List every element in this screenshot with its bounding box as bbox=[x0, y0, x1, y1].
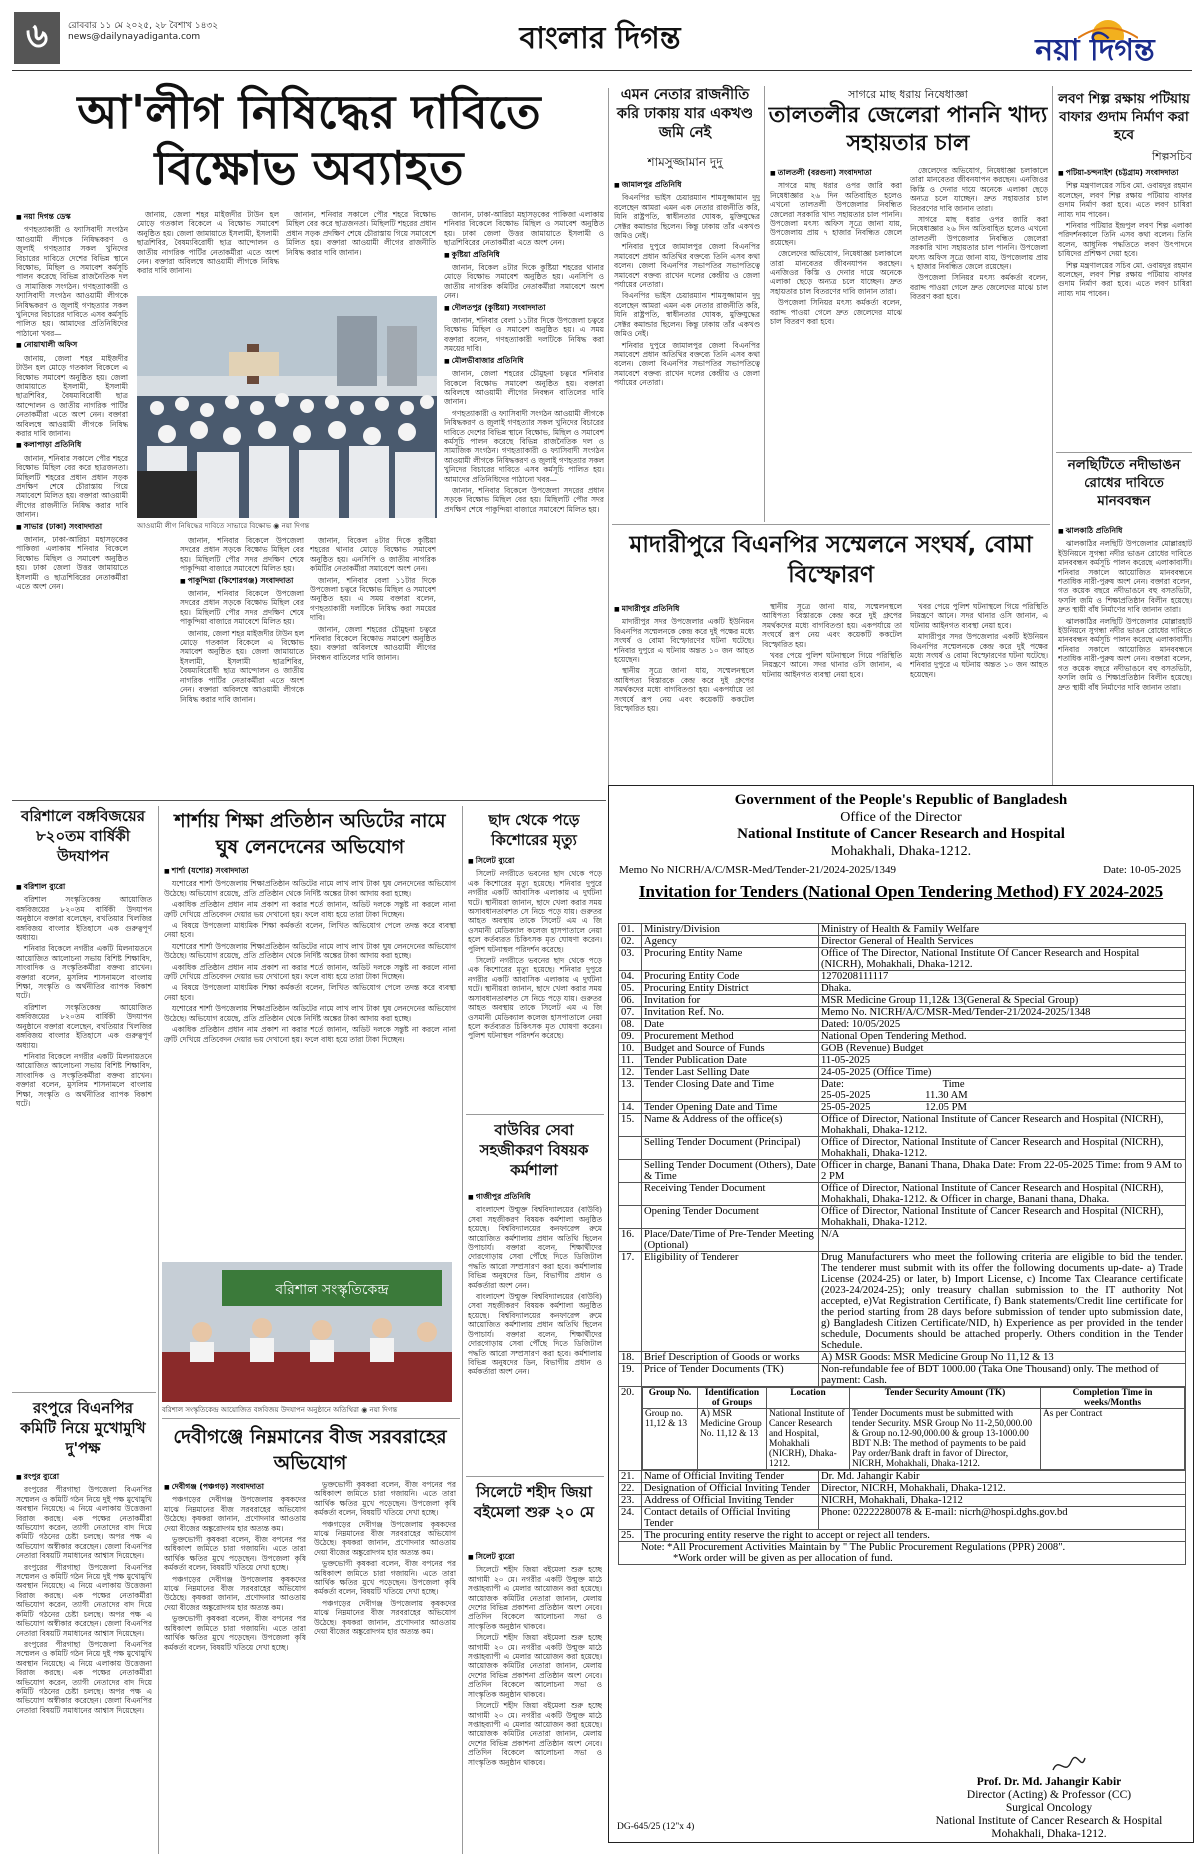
tender-group-cell-location: National Institute of Cancer Research and Hospital, Mohakhali (NICRH), Dhaka-1212. bbox=[767, 1409, 850, 1470]
debiganj-headline[interactable]: দেবীগঞ্জে নিম্নমানের বীজ সরবরাহের অভিযোগ bbox=[173, 1426, 447, 1474]
tender-row-num: 22. bbox=[619, 1483, 642, 1495]
lead-body-1: গণহত্যাকারী ও ফ্যাসিবাদী সংগঠন আওয়ামী লীগকে নিষিদ্ধকরণ ও জুলাই গণহত্যার সকল খুনিদের বিচারের দাবিতে দেশের বিভিন্ন স্থানে বিক্ষোভ, মিছিল ও সমাবেশ কর্মসূচি পালন করেছে বিভিন্ন রাজনৈতিক দল ও সামাজিক সংগঠন। গণহত্যাকারী ও ফ্যাসিবাদী সংগঠন আওয়ামী লীগকে নিষিদ্ধকরণ ও জুলাই গণহত্যার সকল খুনিদের বিচারের দাবিতে এসব কর্মসূচি পালিত হয়। আমাদের প্রতিনিধিদের পাঠানো খবর— bbox=[16, 225, 128, 338]
shamsujjaman-body-2: শনিবার দুপুরে জামালপুর জেলা বিএনপির সমাবেশে প্রধান অতিথির বক্তব্যে তিনি এসব কথা বলেন। জেলা বিএনপির সভাপতির সভাপতিত্বে সমাবেশে বক্তব্য রাখেন দলের কেন্দ্রীয় ও জেলা পর্যায়ের নেতারা। bbox=[614, 242, 760, 290]
talatoli-kicker: সাগরে মাছ ধরায় নিষেধাজ্ঞা bbox=[848, 88, 968, 101]
tender-row-num: 08. bbox=[619, 1019, 642, 1031]
tender-row-label: Ministry/Division bbox=[642, 924, 819, 936]
tender-row-13-date-label: Date: bbox=[821, 1079, 844, 1090]
tender-row-7 bbox=[619, 1019, 1186, 1031]
madaripur-col-2 bbox=[762, 602, 902, 780]
lead-body-7: জানান, শনিবার বেলা ১১টার দিকে উপজেলা চত্বরে বিক্ষোভ মিছিল ও সমাবেশ অনুষ্ঠিত হয়। এ সময় বক্তারা বলেন, গণহত্যাকারী দলটিকে নিষিদ্ধ করা সময়ের দাবি। bbox=[444, 316, 604, 354]
tender-memo: Memo No NICRH/A/C/MSR-Med/Tender-21/2024-2025/1349 bbox=[619, 864, 897, 876]
zia-body-text: সিলেটে শহীদ জিয়া বইমেলা শুরু হচ্ছে আগামী ২০ মে। নগরীর একটি উন্মুক্ত মাঠে সপ্তাহব্যাপী এ মেলার আয়োজন করা হয়েছে। আয়োজক কমিটির নেতারা জানান, মেলায় দেশের বিভিন্ন প্রকাশনা প্রতিষ্ঠান অংশ নেবে। প্রতিদিন বিকেলে আলোচনা সভা ও সাংস্কৃতিক অনুষ্ঠান থাকবে। bbox=[468, 1565, 602, 1631]
baubis-body-text: বাংলাদেশ উন্মুক্ত বিশ্ববিদ্যালয়ের (বাউবি) সেবা সহজীকরণ বিষয়ক কর্মশালা অনুষ্ঠিত হয়েছে। বিশ্ববিদ্যালয়ের কনফারেন্স রুমে আয়োজিত কর্মশালায় প্রধান অতিথি ছিলেন উপাচার্য। বক্তারা বলেন, শিক্ষার্থীদের দোরগোড়ায় সেবা পৌঁছে দিতে ডিজিটাল পদ্ধতি আরো সম্প্রসারণ করা হবে। কর্মশালায় বিভিন্ন অনুষদের ডিন, বিভাগীয় প্রধান ও কর্মকর্তারা অংশ নেন। bbox=[468, 1205, 602, 1290]
tender-row-num: 11. bbox=[619, 1055, 642, 1067]
tender-row-13-time: 11.30 AM bbox=[925, 1090, 968, 1101]
camera-icon: ◉ bbox=[361, 1406, 368, 1414]
lead-body-2: জানায়, জেলা শহর মাইজদীর টাউন হল মোড়ে গতকাল বিকেলে এ বিক্ষোভ সমাবেশ অনুষ্ঠিত হয়। জেলা জামায়াতে ইসলামী, ইসলামী ছাত্রশিবির, বৈষম্যবিরোধী ছাত্র আন্দোলন ও জাতীয় নাগরিক পার্টির নেতাকর্মীরা এতে অংশ নেন। বক্তারা অবিলম্বে আওয়ামী লীগকে নিষিদ্ধ করার দাবি জানান। bbox=[16, 353, 128, 438]
lead-body-7d: জানান, শনিবার বেলা ১১টার দিকে উপজেলা চত্বরে বিক্ষোভ মিছিল ও সমাবেশ অনুষ্ঠিত হয়। এ সময় বক্তারা বলেন, গণহত্যাকারী দলটিকে নিষিদ্ধ করা সময়ের দাবি। bbox=[310, 575, 436, 623]
sharsha-body bbox=[164, 864, 456, 1264]
lead-body-2d: জানায়, জেলা শহর মাইজদীর টাউন হল মোড়ে গতকাল বিকেলে এ বিক্ষোভ সমাবেশ অনুষ্ঠিত হয়। জেলা জামায়াতে ইসলামী, ইসলামী ছাত্রশিবির, বৈষম্যবিরোধী ছাত্র আন্দোলন ও জাতীয় নাগরিক পার্টির নেতাকর্মীরা এতে অংশ নেন। বক্তারা অবিলম্বে আওয়ামী লীগকে নিষিদ্ধ করার দাবি জানান। bbox=[180, 628, 304, 704]
madaripur-body-3: খবর পেয়ে পুলিশ ঘটনাস্থলে গিয়ে পরিস্থিতি নিয়ন্ত্রণে আনে। সদর থানার ওসি জানান, এ ঘটনায় আইনগত ব্যবস্থা নেয়া হবে। bbox=[762, 651, 902, 679]
tender-sig-name: Prof. Dr. Md. Jahangir Kabir bbox=[976, 1776, 1122, 1788]
tender-row-num: 12. bbox=[619, 1067, 642, 1079]
tender-row-num: 23. bbox=[619, 1495, 642, 1507]
tender-row-value: Director, NICRH, Mohakhali, Dhaka-1212. bbox=[819, 1483, 1186, 1495]
sharsha-body-2: একাধিক প্রতিষ্ঠান প্রধান নাম প্রকাশ না করার শর্তে জানান, অডিট দলকে সন্তুষ্ট না করলে নানা ত্রুটি দেখিয়ে প্রতিবেদন দেয়ার ভয় দেখানো হয়। ফলে বাধ্য হয়ে তারা টাকা দিচ্ছেন। bbox=[164, 900, 456, 919]
talatoli-col-1 bbox=[770, 166, 902, 516]
tender-row-11 bbox=[619, 1067, 1186, 1079]
baubis-byline: ■ গাজীপুর প্রতিনিধি bbox=[468, 1192, 602, 1202]
camera-icon: ◉ bbox=[273, 522, 280, 530]
zia-body bbox=[468, 1550, 602, 1850]
tender-tail-row-3 bbox=[619, 1507, 1186, 1530]
salt-byline: ■ পটিয়া-চন্দনাইশ (চট্টগ্রাম) সংবাদদাতা bbox=[1058, 168, 1192, 178]
nalchiti-body-text: ঝালকাঠির নলছিটি উপজেলার মোল্লারহাট ইউনিয়নে সুগন্ধা নদীর ভাঙন রোধের দাবিতে মানববন্ধন কর্মসূচি পালন করেছে এলাকাবাসী। শনিবার সকালে আয়োজিত মানববন্ধনে শতাধিক নারী-পুরুষ অংশ নেন। বক্তারা বলেন, গত কয়েক বছরে নদীভাঙনে বহু বসতভিটা, ফসলি জমি ও শিক্ষাপ্রতিষ্ঠান বিলীন হয়েছে। দ্রুত স্থায়ী বাঁধ নির্মাণের দাবি জানান তারা। bbox=[1058, 539, 1192, 615]
lead-photo-credit: নয়া দিগন্ত bbox=[281, 522, 310, 530]
tender-group-cell-ident: A) MSR Medicine Group No. 11,12 & 13 bbox=[698, 1409, 767, 1470]
baubis-headline[interactable]: বাউবির সেবা সহজীকরণ বিষয়ক কর্মশালা bbox=[479, 1121, 589, 1179]
tender-note-2: *Work order will be given as per allocation of fund. bbox=[673, 1553, 893, 1564]
tender-row-num: 03. bbox=[619, 948, 642, 971]
tender-title: Invitation for Tenders (National Open Tendering Method) FY 2024-2025 bbox=[638, 882, 1164, 901]
sharsha-byline: ■ শার্শা (যশোর) সংবাদদাতা bbox=[164, 866, 456, 876]
tender-row-19-value: Non-refundable fee of BDT 1000.00 (Taka One Thousand) only. The method of payment: Cash. bbox=[819, 1364, 1186, 1387]
salt-headline[interactable]: লবণ শিল্প রক্ষায় পটিয়ায় বাফার গুদাম নির্মাণ করা হবে bbox=[1058, 91, 1190, 143]
debiganj-body-1b: পঞ্চগড়ের দেবীগঞ্জ উপজেলায় কৃষকদের মাঝে নিম্নমানের বীজ সরবরাহের অভিযোগ উঠেছে। কৃষকরা জানান, প্রণোদনার আওতায় দেয়া বীজের অঙ্কুরোদগম হার অত্যন্ত কম। bbox=[164, 1574, 306, 1612]
tender-tail-row-1 bbox=[619, 1483, 1186, 1495]
tender-row-15-label: Name & Address of the office(s) bbox=[642, 1114, 819, 1137]
shamsujjaman-body-1b: বিএনপির ভাইস চেয়ারম্যান শামসুজ্জামান দুদু বলেছেন আমরা এমন এক নেতার রাজনীতি করি, যিনি রাষ্ট্রপতি, স্বাধীনতার ঘোষক, মুক্তিযুদ্ধের সেক্টর কমান্ডার ছিলেন। কিন্তু ঢাকায় তাঁর একখণ্ড জমিও নেই। bbox=[614, 291, 760, 339]
tender-row-19-label: Price of Tender Documents (TK) bbox=[642, 1364, 819, 1387]
lead-body-6d: জানান, বিকেল ৪টার দিকে কুষ্টিয়া শহরের থানার মোড়ে বিক্ষোভ সমাবেশ অনুষ্ঠিত হয়। এনসিপি ও জাতীয় নাগরিক কমিটির নেতাকর্মীরা সমাবেশে অংশ নেন। bbox=[310, 536, 436, 574]
lead-body-5: জানান, শনিবার বিকেলে উপজেলা সদরের প্রধান সড়কে বিক্ষোভ মিছিল বের হয়। মিছিলটি পৌর সদর প্রদক্ষিণ শেষে পাকুন্দিয়া বাজারে সমাবেশে মিলিত হয়। bbox=[180, 536, 304, 574]
lead-body-8: জানান, জেলা শহরের চৌমুহনা চত্বরে শনিবার বিকেলে বিক্ষোভ সমাবেশ অনুষ্ঠিত হয়। বক্তারা অবিলম্বে আওয়ামী লীগের নিবন্ধন বাতিলের দাবি জানান। bbox=[444, 369, 604, 407]
sharsha-body-1: যশোরের শার্শা উপজেলায় শিক্ষাপ্রতিষ্ঠান অডিটের নামে লাখ লাখ টাকা ঘুষ লেনদেনের অভিযোগ উঠেছে। অভিযোগ রয়েছে, প্রতি প্রতিষ্ঠান থেকে নির্দিষ্ট অঙ্কের টাকা আদায় করা হচ্ছে। bbox=[164, 879, 456, 898]
barishal-col-1 bbox=[16, 880, 152, 1380]
tender-row-label: The procuring entity reserve the right to accept or reject all tenders. bbox=[642, 1530, 1186, 1542]
lead-body-5c: জানান, শনিবার বিকেলে উপজেলা সদরের প্রধান সড়কে বিক্ষোভ মিছিল বের হয়। মিছিলটি পৌর সদর প্রদক্ষিণ শেষে পাকুন্দিয়া বাজারে সমাবেশে মিলিত হয়। bbox=[444, 485, 604, 514]
debiganj-body-2d: ভুক্তভোগী কৃষকরা বলেন, বীজ বপনের পর অধিকাংশ জমিতে চারা গজায়নি। এতে তারা আর্থিক ক্ষতির মুখে পড়েছেন। উপজেলা কৃষি কর্মকর্তা বলেন, বিষয়টি খতিয়ে দেখা হচ্ছে। bbox=[314, 1559, 456, 1597]
shamsujjaman-body-1: বিএনপির ভাইস চেয়ারম্যান শামসুজ্জামান দুদু বলেছেন আমরা এমন এক নেতার রাজনীতি করি, যিনি রাষ্ট্রপতি, স্বাধীনতার ঘোষক, মুক্তিযুদ্ধের সেক্টর কমান্ডার ছিলেন। কিন্তু ঢাকায় তাঁর একখণ্ড জমিও নেই। bbox=[614, 193, 760, 241]
sharsha-headline[interactable]: শার্শায় শিক্ষা প্রতিষ্ঠান অডিটের নামে ঘুষ লেনদেনের অভিযোগ bbox=[174, 810, 446, 858]
sharsha-body-3: এ বিষয়ে উপজেলা মাধ্যমিক শিক্ষা কর্মকর্তা বলেন, লিখিত অভিযোগ পেলে তদন্ত করে ব্যবস্থা নেয়া হবে। bbox=[164, 921, 456, 940]
tender-row-value: MSR Medicine Group 11,12& 13(General & Special Group) bbox=[819, 995, 1186, 1007]
lead-headline[interactable] bbox=[14, 84, 604, 196]
roof-headline[interactable]: ছাদ থেকে পড়ে কিশোরের মৃত্যু bbox=[488, 811, 580, 849]
lead-col-2b bbox=[180, 536, 304, 792]
tender-row-1 bbox=[619, 936, 1186, 948]
tender-row-3 bbox=[619, 971, 1186, 983]
lead-body-3: জানান, শনিবার সকালে পৌর শহরে বিক্ষোভ মিছিল বের করে ছাত্রজনতা। মিছিলটি শহরের প্রধান প্রধান সড়ক প্রদক্ষিণ শেষে চৌরাস্তায় গিয়ে সমাবেশে মিলিত হয়। বক্তারা আওয়ামী লীগের রাজনীতি নিষিদ্ধ করার দাবি জানান। bbox=[16, 453, 128, 520]
tender-row-13-label: Tender Closing Date and Time bbox=[642, 1079, 819, 1102]
shamsujjaman-byline: ■ জামালপুর প্রতিনিধি bbox=[614, 180, 760, 190]
tender-opening-value: Office of Director, National Institute of Cancer Research and Hospital (NICRH), Mohakhali, Dhaka-1212. bbox=[819, 1206, 1186, 1229]
tender-row-2 bbox=[619, 948, 1186, 971]
barishal-body-1b: বরিশাল সংস্কৃতিকেন্দ্র আয়োজিত বঙ্গবিজয়ের ৮২০তম বার্ষিকী উদযাপন অনুষ্ঠানে বক্তারা বলেছেন, বখতিয়ার খিলজির বঙ্গবিজয় বাংলার ইতিহাসে এক গুরুত্বপূর্ণ অধ্যায়। bbox=[16, 1002, 152, 1050]
shamsujjaman-body bbox=[614, 178, 760, 518]
tender-row-label: Agency bbox=[642, 936, 819, 948]
tender-row-value: Director General of Health Services bbox=[819, 936, 1186, 948]
roof-body-text: সিলেট নগরীতে ভবনের ছাদ থেকে পড়ে এক কিশোরের মৃত্যু হয়েছে। শনিবার দুপুরে নগরীর একটি আবাসিক এলাকায় এ দুর্ঘটনা ঘটে। স্থানীয়রা জানান, ছাদে খেলা করার সময় অসাবধানতাবশত সে নিচে পড়ে যায়। গুরুতর আহত অবস্থায় তাকে সিলেট এম এ জি ওসমানী মেডিক্যাল কলেজ হাসপাতালে নেয়া হলে কর্তব্যরত চিকিৎসক মৃত ঘোষণা করেন। পুলিশ ঘটনাস্থল পরিদর্শন করেছে। bbox=[468, 869, 602, 954]
nalchiti-byline: ■ ঝালকাঠি প্রতিনিধি bbox=[1058, 526, 1192, 536]
zia-byline: ■ সিলেট ব্যুরো bbox=[468, 1552, 602, 1562]
tender-note-1: Note: *All Procurement Activities Maintain by " The Public Procurement Regulations (PPR) 2008". bbox=[641, 1542, 1066, 1553]
seminar-image bbox=[162, 1262, 452, 1402]
rangpur-body-text-c: রংপুরের পীরগাছা উপজেলা বিএনপির সম্মেলন ও কমিটি গঠন নিয়ে দুই পক্ষ মুখোমুখি অবস্থান নিয়েছে। এ নিয়ে এলাকায় উত্তেজনা বিরাজ করছে। এক পক্ষের নেতাকর্মীরা অভিযোগ করেন, ত্যাগী নেতাদের বাদ দিয়ে কমিটি গঠনের চেষ্টা চলছে। অপর পক্ষ এ অভিযোগ অস্বীকার করেছেন। জেলা বিএনপির নেতারা বিষয়টি সমাধানের আশ্বাস দিয়েছেন। bbox=[16, 1639, 152, 1715]
barishal-photo-credit: নয়া দিগন্ত bbox=[369, 1406, 398, 1414]
lead-col-4 bbox=[444, 210, 604, 792]
lead-subhead-savar: ■ সাভার (ঢাকা) সংবাদদাতা bbox=[16, 522, 128, 532]
tender-row-label: Tender Publication Date bbox=[642, 1055, 819, 1067]
madaripur-body-3b: খবর পেয়ে পুলিশ ঘটনাস্থলে গিয়ে পরিস্থিতি নিয়ন্ত্রণে আনে। সদর থানার ওসি জানান, এ ঘটনায় আইনগত ব্যবস্থা নেয়া হবে। bbox=[910, 602, 1048, 630]
tender-group-header-security: Tender Security Amount (TK) bbox=[850, 1388, 1041, 1409]
talatoli-body-2: জেলেদের অভিযোগ, নিষেধাজ্ঞা চলাকালে তারা মানবেতর জীবনযাপন করছেন। এনজিওর কিস্তি ও দেনার দায়ে অনেকে এলাকা ছেড়ে অন্যত্র চলে যাচ্ছেন। দ্রুত সহায়তার চাল বিতরণের দাবি জানান তারা। bbox=[770, 249, 902, 296]
tender-row-label: Invitation Ref. No. bbox=[642, 1007, 819, 1019]
tender-sig-designation: Director (Acting) & Professor (CC) bbox=[966, 1789, 1132, 1801]
salt-body-1: শিল্প মন্ত্রণালয়ের সচিব মো. ওবায়দুর রহমান বলেছেন, লবণ শিল্প রক্ষায় পটিয়ায় বাফার গুদাম নির্মাণ করা হবে। এতে লবণ চাষিরা ন্যায্য দাম পাবেন। bbox=[1058, 181, 1192, 219]
lead-col-1 bbox=[16, 210, 128, 792]
tender-opening-label: Opening Tender Document bbox=[642, 1206, 819, 1229]
tender-row-num: 02. bbox=[619, 936, 642, 948]
tender-sig-address: Mohakhali, Dhaka-1212. bbox=[991, 1828, 1107, 1840]
zia-body-text-b: সিলেটে শহীদ জিয়া বইমেলা শুরু হচ্ছে আগামী ২০ মে। নগরীর একটি উন্মুক্ত মাঠে সপ্তাহব্যাপী এ মেলার আয়োজন করা হয়েছে। আয়োজক কমিটির নেতারা জানান, মেলায় দেশের বিভিন্ন প্রকাশনা প্রতিষ্ঠান অংশ নেবে। প্রতিদিন বিকেলে আলোচনা সভা ও সাংস্কৃতিক অনুষ্ঠান থাকবে। bbox=[468, 1633, 602, 1699]
tender-row-num: 21. bbox=[619, 1471, 642, 1483]
tender-gov: Government of the People's Republic of Bangladesh bbox=[734, 792, 1068, 808]
tender-table: 01. Ministry/Division Ministry of Health & Family Welfare 02. Agency Director General of Health Services 03. Procuring Entity Name Office of The Director, National Institute Of Cancer Research and Hospital (NICRH), Mohakhali, Dhaka-1212. 04. Procuring Entity Code 1270208111117 05. Procuring Entity District Dhaka. 06. Invitation for MSR Medicine Group 11,12& 13(General & Special Group) 07. Invitation Ref. No. Memo No. NICRH/A/C/MSR-Med/Tender-21/2024-2025/1348 08. Date Dated: 10/05/2025 09. Procurement Method National Open Tendering Method. 10. Budget and Source of Funds GOB (Revenue) Budget 11. Tender Publication Date 11-05-2025 12. Tender Last Selling Date 24-05-2025 (Office Time) 13. Tender Closing Date and Time Date: Time 25-05-2025 11.30 AM 14. Tender Opening Date and Time 25-05-2025 12.05 PM 15. Name & Address of the office(s) Office of Director, National Institute of Cancer Research and Hospital (NICRH), Mohakhali, Dhaka-1212. Selling Tender Document (Principal) Office of Director, National Institute of Cancer Research and Hospital (NICRH), Mohakhali, Dhaka-1212. Selling Tender Document (Others), Date & Time Officer in charge, Banani Thana, Dhaka Date: From 22-05-2025 Time: from 9 AM to 2 PM Receiving Tender Document Office of Director, National Institute of Cancer Research and Hospital (NICRH), Mohakhali, Dhaka-1212. & Officer in charge, Banani thana, Dhaka. Opening Tender Document Office of Director, National Institute of Cancer Research and Hospital (NICRH), Mohakhali, Dhaka-1212. 16. Place/Date/Time of Pre-Tender Meeting (Optional) N/A 17. Eligibility of Tenderer Drug Manufacturers who meet the following criteria are eligible to bid the tender. The tenderer must submit with its offer the following documents up-date- a) Trade License (2024-25) or later, b) Import License, c) Income Tax Clearance certificate (2023-24/2024-25); only treasury challan submission to the IT authority Not accepted, e)Vat Registration Certificate, f) Bank statements/Credit line certificate for the period starting from 28 days before submission of tender upto submission date, g) Bangladesh Citizen Certificate/NID, h) Experience as per provided in the tender schedule, Documents should be attached properly. Others condition in the Tender Schedule. 18. Brief Description of Goods or works A) MSR Goods: MSR Medicine Group No 11,12 & 13 19. Price of Tender Documents (TK) Non-refundable fee of BDT 1000.00 (Taka One Thousand) only. The method of payment: Cash. 20. Group No. Identification of Groups Location Tender Security Amount (TK) Completion Time in weeks/Months Group no. 11,12 & 13 A) MSR Medicine Group No. 11,12 & 13 National Institute of Cancer Research and Hospital, Mohakhali (NICRH), Dhaka-1212. Tender Documents must be submitted with tender Security. MSR Group No 11-2,50,000.00 & Group no.12-90,000.00 & group 13-1000.00 BDT N.B: The method of payments to be paid Pay order/Bank draft in favor of Director, NICRH, Mohakhali, Dhaka-1212. As per Contract 21. Name of Official Inviting Tender Dr. Md. Jahangir Kabir 22. Designation of Official Inviting Tender Director, NICRH, Mohakhali, Dhaka-1212. 23. Address of Official Inviting Tender NICRH, Mohakhali, Dhaka-1212 24. Contact details of Official Inviting Tender Phone: 02222280078 & E-mail: nicrh@hospi.dghs.gov.bd 25. The procuring entity reserve the right to accept or reject all tenders. Note: *All Procurement Activities Maintain by " The Public Procurement Regulations (PPR) 2008". *Work order will be given as per allocation of fund. bbox=[618, 923, 1186, 1565]
tender-group-header-group: Group No. bbox=[643, 1388, 698, 1409]
debiganj-body-1: পঞ্চগড়ের দেবীগঞ্জ উপজেলায় কৃষকদের মাঝে নিম্নমানের বীজ সরবরাহের অভিযোগ উঠেছে। কৃষকরা জানান, প্রণোদনার আওতায় দেয়া বীজের অঙ্কুরোদগম হার অত্যন্ত কম। bbox=[164, 1495, 306, 1533]
tender-group-cell-completion: As per Contract bbox=[1041, 1409, 1185, 1470]
debiganj-body-1d: পঞ্চগড়ের দেবীগঞ্জ উপজেলায় কৃষকদের মাঝে নিম্নমানের বীজ সরবরাহের অভিযোগ উঠেছে। কৃষকরা জানান, প্রণোদনার আওতায় দেয়া বীজের অঙ্কুরোদগম হার অত্যন্ত কম। bbox=[314, 1598, 456, 1637]
tender-row-num: 09. bbox=[619, 1031, 642, 1043]
tender-row-num: 06. bbox=[619, 995, 642, 1007]
roof-byline: ■ সিলেট ব্যুরো bbox=[468, 856, 602, 866]
madaripur-body-1b: মাদারীপুর সদর উপজেলার একটি ইউনিয়ন বিএনপির সম্মেলনকে কেন্দ্র করে দুই পক্ষের মধ্যে সংঘর্ষ ও বোমা বিস্ফোরণের ঘটনা ঘটেছে। শনিবার দুপুরে এ ঘটনায় অন্তত ১০ জন আহত হয়েছেন। bbox=[910, 632, 1048, 679]
tender-row-18-value: A) MSR Goods: MSR Medicine Group No 11,12 & 13 bbox=[819, 1352, 1186, 1364]
lead-subhead-comilla: ■ দৌলতপুর (কুষ্টিয়া) সংবাদদাতা bbox=[444, 303, 604, 313]
tender-row-value: 11-05-2025 bbox=[819, 1055, 1186, 1067]
tender-row-num: 10. bbox=[619, 1043, 642, 1055]
lead-body-3b: জানান, শনিবার সকালে পৌর শহরে বিক্ষোভ মিছিল বের করে ছাত্রজনতা। মিছিলটি শহরের প্রধান প্রধান সড়ক প্রদক্ষিণ শেষে চৌরাস্তায় গিয়ে সমাবেশে মিলিত হয়। বক্তারা আওয়ামী লীগের রাজনীতি নিষিদ্ধ করার দাবি জানান। bbox=[286, 210, 436, 257]
tender-row-label: Procuring Entity Name bbox=[642, 948, 819, 971]
tender-signature-block bbox=[909, 1776, 1189, 1841]
debiganj-body-2: ভুক্তভোগী কৃষকরা বলেন, বীজ বপনের পর অধিকাংশ জমিতে চারা গজায়নি। এতে তারা আর্থিক ক্ষতির মুখে পড়েছেন। উপজেলা কৃষি কর্মকর্তা বলেন, বিষয়টি খতিয়ে দেখা হচ্ছে। bbox=[164, 1535, 306, 1573]
tender-row-20 bbox=[619, 1387, 1186, 1471]
madaripur-body-2b: স্থানীয় সূত্রে জানা যায়, সম্মেলনস্থলে আধিপত্য বিস্তারকে কেন্দ্র করে দুই গ্রুপের সমর্থকদের মধ্যে বাগবিতণ্ডা হয়। একপর্যায়ে তা সংঘর্ষে রূপ নেয় এবং কয়েকটি ককটেল বিস্ফোরিত হয়। bbox=[762, 602, 902, 649]
tender-row-4 bbox=[619, 983, 1186, 995]
lead-body-4b: জানান, ঢাকা-আরিচা মহাসড়কের পাকিজা এলাকায় শনিবার বিকেলে বিক্ষোভ মিছিল ও সমাবেশ অনুষ্ঠিত হয়। ঢাকা জেলা উত্তর জামায়াতে ইসলামী ও ছাত্রশিবিরের নেতাকর্মীরা এতে অংশ নেন। bbox=[444, 210, 604, 248]
tender-institute: National Institute of Cancer Research and Hospital bbox=[737, 826, 1065, 842]
tender-group-header-ident: Identification of Groups bbox=[698, 1388, 767, 1409]
salt-body bbox=[1058, 166, 1192, 448]
lead-col-3 bbox=[286, 210, 436, 292]
tender-tail-row-2 bbox=[619, 1495, 1186, 1507]
tender-row-num: 05. bbox=[619, 983, 642, 995]
talatoli-body-1b: সাগরে মাছ ধরার ওপর জারি করা নিষেধাজ্ঞার ২৬ দিন অতিবাহিত হলেও এখনো তালতলী উপজেলার নিবন্ধিত জেলেরা সরকারি খাদ্য সহায়তার চাল পাননি। উপজেলা মৎস্য অফিস সূত্রে জানা যায়, উপজেলায় প্রায় ৭ হাজার নিবন্ধিত জেলে রয়েছেন। bbox=[910, 215, 1048, 272]
logo-text: নয়া দিগন্ত bbox=[1035, 33, 1155, 68]
tender-selling-principal-value: Office of Director, National Institute of Cancer Research and Hospital (NICRH), Mohakhali, Dhaka-1212. bbox=[819, 1137, 1186, 1160]
tender-row-15-value: Office of Director, National Institute of Cancer Research and Hospital (NICRH), Mohakhali, Dhaka-1212. bbox=[819, 1114, 1186, 1137]
date-line: রোববার ১১ মে ২০২৫, ২৮ বৈশাখ ১৪৩২ bbox=[68, 21, 219, 31]
tender-row-10 bbox=[619, 1055, 1186, 1067]
madaripur-headline[interactable]: মাদারীপুরে বিএনপির সম্মেলনে সংঘর্ষ, বোমা বিস্ফোরণ bbox=[629, 532, 1033, 588]
tender-row-num: 07. bbox=[619, 1007, 642, 1019]
sharsha-body-2c: একাধিক প্রতিষ্ঠান প্রধান নাম প্রকাশ না করার শর্তে জানান, অডিট দলকে সন্তুষ্ট না করলে নানা ত্রুটি দেখিয়ে প্রতিবেদন দেয়ার ভয় দেখানো হয়। ফলে বাধ্য হয়ে তারা টাকা দিচ্ছেন। bbox=[164, 1025, 456, 1044]
baubis-body-text-b: বাংলাদেশ উন্মুক্ত বিশ্ববিদ্যালয়ের (বাউবি) সেবা সহজীকরণ বিষয়ক কর্মশালা অনুষ্ঠিত হয়েছে। বিশ্ববিদ্যালয়ের কনফারেন্স রুমে আয়োজিত কর্মশালায় প্রধান অতিথি ছিলেন উপাচার্য। বক্তারা বলেন, শিক্ষার্থীদের দোরগোড়ায় সেবা পৌঁছে দিতে ডিজিটাল পদ্ধতি আরো সম্প্রসারণ করা হবে। কর্মশালায় বিভিন্ন অনুষদের ডিন, বিভাগীয় প্রধান ও কর্মকর্তারা অংশ নেন। bbox=[468, 1292, 602, 1377]
nalchiti-body-text-b: ঝালকাঠির নলছিটি উপজেলার মোল্লারহাট ইউনিয়নে সুগন্ধা নদীর ভাঙন রোধের দাবিতে মানববন্ধন কর্মসূচি পালন করেছে এলাকাবাসী। শনিবার সকালে আয়োজিত মানববন্ধনে শতাধিক নারী-পুরুষ অংশ নেন। বক্তারা বলেন, গত কয়েক বছরে নদীভাঙনে বহু বসতভিটা, ফসলি জমি ও শিক্ষাপ্রতিষ্ঠান বিলীন হয়েছে। দ্রুত স্থায়ী বাঁধ নির্মাণের দাবি জানান তারা। bbox=[1058, 616, 1192, 692]
barishal-body-2b: শনিবার বিকেলে নগরীর একটি মিলনায়তনে আয়োজিত আলোচনা সভায় বিশিষ্ট শিক্ষাবিদ, সাংবাদিক ও সংস্কৃতিকর্মীরা বক্তব্য রাখেন। বক্তারা বলেন, মুসলিম শাসনামলে বাংলায় শিক্ষা, সংস্কৃতি ও অর্থনীতির ব্যাপক বিকাশ ঘটে। bbox=[16, 1051, 152, 1108]
rangpur-body-text: রংপুরের পীরগাছা উপজেলা বিএনপির সম্মেলন ও কমিটি গঠন নিয়ে দুই পক্ষ মুখোমুখি অবস্থান নিয়েছে। এ নিয়ে এলাকায় উত্তেজনা বিরাজ করছে। এক পক্ষের নেতাকর্মীরা অভিযোগ করেন, ত্যাগী নেতাদের বাদ দিয়ে কমিটি গঠনের চেষ্টা চলছে। অপর পক্ষ এ অভিযোগ অস্বীকার করেছেন। জেলা বিএনপির নেতারা বিষয়টি সমাধানের আশ্বাস দিয়েছেন। bbox=[16, 1485, 152, 1561]
tender-row-18-label: Brief Description of Goods or works bbox=[642, 1352, 819, 1364]
tender-group-cell-group: Group no. 11,12 & 13 bbox=[643, 1409, 698, 1470]
lead-body-8d: জানান, জেলা শহরের চৌমুহনা চত্বরে শনিবার বিকেলে বিক্ষোভ সমাবেশ অনুষ্ঠিত হয়। বক্তারা অবিলম্বে আওয়ামী লীগের নিবন্ধন বাতিলের দাবি জানান। bbox=[310, 624, 436, 662]
madaripur-byline: ■ মাদারীপুর প্রতিনিধি bbox=[614, 604, 754, 614]
debiganj-col-1 bbox=[164, 1480, 306, 1850]
shamsujjaman-body-2b: শনিবার দুপুরে জামালপুর জেলা বিএনপির সমাবেশে প্রধান অতিথির বক্তব্যে তিনি এসব কথা বলেন। জেলা বিএনপির সভাপতির সভাপতিত্বে সমাবেশে বক্তব্য রাখেন দলের কেন্দ্রীয় ও জেলা পর্যায়ের নেতারা। bbox=[614, 340, 760, 388]
tender-row-label: Invitation for bbox=[642, 995, 819, 1007]
tender-row-num: 25. bbox=[619, 1530, 642, 1542]
talatoli-byline: ■ তালতলী (বরগুনা) সংবাদদাতা bbox=[770, 168, 902, 178]
rangpur-byline: ■ রংপুর ব্যুরো bbox=[16, 1472, 152, 1482]
nalchiti-body bbox=[1058, 524, 1192, 786]
masthead-logo bbox=[1000, 10, 1190, 66]
barishal-body-2: শনিবার বিকেলে নগরীর একটি মিলনায়তনে আয়োজিত আলোচনা সভায় বিশিষ্ট শিক্ষাবিদ, সাংবাদিক ও সংস্কৃতিকর্মীরা বক্তব্য রাখেন। বক্তারা বলেন, মুসলিম শাসনামলে বাংলায় শিক্ষা, সংস্কৃতি ও অর্থনীতির ব্যাপক বিকাশ ঘটে। bbox=[16, 944, 152, 1001]
tender-row-num: 01. bbox=[619, 924, 642, 936]
debiganj-body-2c: ভুক্তভোগী কৃষকরা বলেন, বীজ বপনের পর অধিকাংশ জমিতে চারা গজায়নি। এতে তারা আর্থিক ক্ষতির মুখে পড়েছেন। উপজেলা কৃষি কর্মকর্তা বলেন, বিষয়টি খতিয়ে দেখা হচ্ছে। bbox=[314, 1480, 456, 1518]
barishal-photo-caption-text: বরিশাল সংস্কৃতিকেন্দ্র আয়োজিত বঙ্গবিজয় উদযাপন অনুষ্ঠানে অতিথিরা bbox=[162, 1406, 359, 1414]
tender-row-value: Office of The Director, National Institute Of Cancer Research and Hospital (NICRH), Mohakhali, Dhaka-1212. bbox=[819, 948, 1186, 971]
shamsujjaman-credit: শামসুজ্জামান দুদু bbox=[647, 155, 723, 169]
tender-row-15: 15. Name & Address of the office(s) Office of Director, National Institute of Cancer Research and Hospital (NICRH), Mohakhali, Dhaka-1212. bbox=[619, 1114, 1186, 1137]
tender-row-label: Budget and Source of Funds bbox=[642, 1043, 819, 1055]
madaripur-col-1 bbox=[614, 602, 754, 780]
tender-row-label: Tender Last Selling Date bbox=[642, 1067, 819, 1079]
tender-row-16-value: N/A bbox=[819, 1229, 1186, 1252]
tender-row-13-time-label: Time bbox=[942, 1079, 965, 1090]
tender-row-value: Dr. Md. Jahangir Kabir bbox=[819, 1471, 1186, 1483]
tender-row-8 bbox=[619, 1031, 1186, 1043]
lead-body-6: জানান, বিকেল ৪টার দিকে কুষ্টিয়া শহরের থানার মোড়ে বিক্ষোভ সমাবেশ অনুষ্ঠিত হয়। এনসিপি ও জাতীয় নাগরিক কমিটির নেতাকর্মীরা সমাবেশে অংশ নেন। bbox=[444, 263, 604, 301]
tender-receiving-value: Office of Director, National Institute of Cancer Research and Hospital (NICRH), Mohakhali, Dhaka-1212. & Officer in charge, Banani thana, Dhaka. bbox=[819, 1183, 1186, 1206]
madaripur-body-2: স্থানীয় সূত্রে জানা যায়, সম্মেলনস্থলে আধিপত্য বিস্তারকে কেন্দ্র করে দুই গ্রুপের সমর্থকদের মধ্যে বাগবিতণ্ডা হয়। একপর্যায়ে তা সংঘর্ষে রূপ নেয় এবং কয়েকটি ককটেল বিস্ফোরিত হয়। bbox=[614, 666, 754, 714]
debiganj-body-1c: পঞ্চগড়ের দেবীগঞ্জ উপজেলায় কৃষকদের মাঝে নিম্নমানের বীজ সরবরাহের অভিযোগ উঠেছে। কৃষকরা জানান, প্রণোদনার আওতায় দেয়া বীজের অঙ্কুরোদগম হার অত্যন্ত কম। bbox=[314, 1519, 456, 1557]
tender-row-value: Dated: 10/05/2025 bbox=[819, 1019, 1186, 1031]
lead-subhead-kushtia: ■ কুষ্টিয়া প্রতিনিধি bbox=[444, 250, 604, 260]
lead-byline: ■ নয়া দিগন্ত ডেস্ক bbox=[16, 212, 128, 222]
nalchiti-headline[interactable]: নলছিটিতে নদীভাঙন রোধের দাবিতে মানববন্ধন bbox=[1067, 457, 1181, 509]
seminar-banner-text: বরিশাল সংস্কৃতিকেন্দ্র bbox=[275, 1282, 389, 1298]
sharsha-body-3b: এ বিষয়ে উপজেলা মাধ্যমিক শিক্ষা কর্মকর্তা বলেন, লিখিত অভিযোগ পেলে তদন্ত করে ব্যবস্থা নেয়া হবে। bbox=[164, 983, 456, 1002]
tender-row-0 bbox=[619, 924, 1186, 936]
roof-body bbox=[468, 854, 602, 1110]
tender-sig-institute: National Institute of Cancer Research & Hospital bbox=[935, 1815, 1163, 1827]
tender-row-label: Address of Official Inviting Tender bbox=[642, 1495, 819, 1507]
tender-row-label: Designation of Official Inviting Tender bbox=[642, 1483, 819, 1495]
tender-selling-others-label: Selling Tender Document (Others), Date & Time bbox=[642, 1160, 819, 1183]
rangpur-body-text-b: রংপুরের পীরগাছা উপজেলা বিএনপির সম্মেলন ও কমিটি গঠন নিয়ে দুই পক্ষ মুখোমুখি অবস্থান নিয়েছে। এ নিয়ে এলাকায় উত্তেজনা বিরাজ করছে। এক পক্ষের নেতাকর্মীরা অভিযোগ করেন, ত্যাগী নেতাদের বাদ দিয়ে কমিটি গঠনের চেষ্টা চলছে। অপর পক্ষ এ অভিযোগ অস্বীকার করেছেন। জেলা বিএনপির নেতারা বিষয়টি সমাধানের আশ্বাস দিয়েছেন। bbox=[16, 1562, 152, 1638]
lead-subhead-pakundia: ■ পাকুন্দিয়া (কিশোরগঞ্জ) সংবাদদাতা bbox=[180, 576, 304, 586]
tender-row-value: Phone: 02222280078 & E-mail: nicrh@hospi.dghs.gov.bd bbox=[819, 1507, 1186, 1530]
email-link[interactable]: news@dailynayadiganta.com bbox=[68, 32, 201, 42]
tender-row-label: Name of Official Inviting Tender bbox=[642, 1471, 819, 1483]
debiganj-col-2 bbox=[314, 1480, 456, 1850]
tender-row-14-date: 25-05-2025 bbox=[821, 1102, 871, 1113]
zia-body-text-c: সিলেটে শহীদ জিয়া বইমেলা শুরু হচ্ছে আগামী ২০ মে। নগরীর একটি উন্মুক্ত মাঠে সপ্তাহব্যাপী এ মেলার আয়োজন করা হয়েছে। আয়োজক কমিটির নেতারা জানান, মেলায় দেশের বিভিন্ন প্রকাশনা প্রতিষ্ঠান অংশ নেবে। প্রতিদিন বিকেলে আলোচনা সভা ও সাংস্কৃতিক অনুষ্ঠান থাকবে। bbox=[468, 1701, 602, 1767]
tender-office: Office of the Director bbox=[840, 810, 962, 825]
tender-tail-row-4 bbox=[619, 1530, 1186, 1542]
tender-row-value: Memo No. NICRH/A/C/MSR-Med/Tender-21/2024-2025/1348 bbox=[819, 1007, 1186, 1019]
tender-row-value: 24-05-2025 (Office Time) bbox=[819, 1067, 1186, 1079]
barishal-byline: ■ বরিশাল ব্যুরো bbox=[16, 882, 152, 892]
barishal-body-1: বরিশাল সংস্কৃতিকেন্দ্র আয়োজিত বঙ্গবিজয়ের ৮২০তম বার্ষিকী উদযাপন অনুষ্ঠানে বক্তারা বলেছেন, বখতিয়ার খিলজির বঙ্গবিজয় বাংলার ইতিহাসে এক গুরুত্বপূর্ণ অধ্যায়। bbox=[16, 895, 152, 943]
tender-row-value: Dhaka. bbox=[819, 983, 1186, 995]
lead-subhead-kalapara: ■ কলাপাড়া প্রতিনিধি bbox=[16, 440, 128, 450]
lead-photo-caption bbox=[137, 520, 437, 532]
section-title: বাংলার দিগন্ত bbox=[519, 21, 681, 56]
tender-row-16-label: Place/Date/Time of Pre-Tender Meeting (Optional) bbox=[642, 1229, 819, 1252]
madaripur-body-1: মাদারীপুর সদর উপজেলার একটি ইউনিয়ন বিএনপির সম্মেলনকে কেন্দ্র করে দুই পক্ষের মধ্যে সংঘর্ষ ও বোমা বিস্ফোরণের ঘটনা ঘটেছে। শনিবার দুপুরে এ ঘটনায় অন্তত ১০ জন আহত হয়েছেন। bbox=[614, 617, 754, 665]
baubis-body bbox=[468, 1190, 602, 1470]
talatoli-body-3: উপজেলা সিনিয়র মৎস্য কর্মকর্তা বলেন, বরাদ্দ পাওয়া গেলে দ্রুত জেলেদের মাঝে চাল বিতরণ করা হবে। bbox=[770, 298, 902, 327]
debiganj-body-2b: ভুক্তভোগী কৃষকরা বলেন, বীজ বপনের পর অধিকাংশ জমিতে চারা গজায়নি। এতে তারা আর্থিক ক্ষতির মুখে পড়েছেন। উপজেলা কৃষি কর্মকর্তা বলেন, বিষয়টি খতিয়ে দেখা হচ্ছে। bbox=[164, 1614, 306, 1652]
tender-row-9 bbox=[619, 1043, 1186, 1055]
lead-body-4: জানান, ঢাকা-আরিচা মহাসড়কের পাকিজা এলাকায় শনিবার বিকেলে বিক্ষোভ মিছিল ও সমাবেশ অনুষ্ঠিত হয়। ঢাকা জেলা উত্তর জামায়াতে ইসলামী ও ছাত্রশিবিরের নেতাকর্মীরা এতে অংশ নেন। bbox=[16, 535, 128, 592]
barishal-headline[interactable]: বরিশালে বঙ্গবিজয়ের ৮২০তম বার্ষিকী উদযাপন bbox=[20, 807, 145, 865]
salt-credit: শিল্পসচিব bbox=[1152, 150, 1192, 163]
tender-row-value: 1270208111117 bbox=[819, 971, 1186, 983]
sharsha-body-1b: যশোরের শার্শা উপজেলায় শিক্ষাপ্রতিষ্ঠান অডিটের নামে লাখ লাখ টাকা ঘুষ লেনদেনের অভিযোগ উঠেছে। অভিযোগ রয়েছে, প্রতি প্রতিষ্ঠান থেকে নির্দিষ্ট অঙ্কের টাকা আদায় করা হচ্ছে। bbox=[164, 941, 456, 961]
tender-selling-others-value: Officer in charge, Banani Thana, Dhaka Date: From 22-05-2025 Time: from 9 AM to 2 PM bbox=[819, 1160, 1186, 1183]
rangpur-body bbox=[16, 1470, 152, 1850]
lead-body-5d: জানান, শনিবার বিকেলে উপজেলা সদরের প্রধান সড়কে বিক্ষোভ মিছিল বের হয়। মিছিলটি পৌর সদর প্রদক্ষিণ শেষে পাকুন্দিয়া বাজারে সমাবেশে মিলিত হয়। bbox=[180, 589, 304, 627]
lead-photo bbox=[137, 296, 437, 518]
page-number: ৬ bbox=[25, 15, 49, 56]
tender-group-header-completion: Completion Time in weeks/Months bbox=[1041, 1388, 1185, 1409]
barishal-photo-caption bbox=[162, 1404, 452, 1416]
tender-row-value: Ministry of Health & Family Welfare bbox=[819, 924, 1186, 936]
debiganj-byline: ■ দেবীগঞ্জ (পঞ্চগড়) সংবাদদাতা bbox=[164, 1482, 306, 1492]
talatoli-body-3b: উপজেলা সিনিয়র মৎস্য কর্মকর্তা বলেন, বরাদ্দ পাওয়া গেলে দ্রুত জেলেদের মাঝে চাল বিতরণ করা হবে। bbox=[910, 273, 1048, 302]
tender-row-label: Contact details of Official Inviting Tender bbox=[642, 1507, 819, 1530]
protest-crowd-image bbox=[137, 296, 437, 518]
shamsujjaman-headline[interactable]: এমন নেতার রাজনীতি করি ঢাকায় যার একখণ্ড জমি নেই bbox=[616, 87, 754, 141]
tender-selling-principal-label: Selling Tender Document (Principal) bbox=[642, 1137, 819, 1160]
lead-body-2b: জানায়, জেলা শহর মাইজদীর টাউন হল মোড়ে গতকাল বিকেলে এ বিক্ষোভ সমাবেশ অনুষ্ঠিত হয়। জেলা জামায়াতে ইসলামী, ইসলামী ছাত্রশিবির, বৈষম্যবিরোধী ছাত্র আন্দোলন ও জাতীয় নাগরিক পার্টির নেতাকর্মীরা এতে অংশ নেন। বক্তারা অবিলম্বে আওয়ামী লীগকে নিষিদ্ধ করার দাবি জানান। bbox=[137, 210, 279, 276]
lead-subhead-noakhali: ■ নোয়াখালী অফিস bbox=[16, 340, 128, 350]
signature-icon bbox=[1049, 1752, 1089, 1778]
tender-row-value: National Open Tendering Method. bbox=[819, 1031, 1186, 1043]
sharsha-body-2b: একাধিক প্রতিষ্ঠান প্রধান নাম প্রকাশ না করার শর্তে জানান, অডিট দলকে সন্তুষ্ট না করলে নানা ত্রুটি দেখিয়ে প্রতিবেদন দেয়ার ভয় দেখানো হয়। ফলে বাধ্য হয়ে তারা টাকা দিচ্ছেন। bbox=[164, 962, 456, 982]
tender-group-cell-security: Tender Documents must be submitted with tender Security. MSR Group No 11-2,50,000.00 & Group no.12-90,000.00 & group 13-1000.00 BDT N.B: The method of payments to be paid Pay order/Bank draft in favor of Director, NICRH, Mohakhali, Dhaka-1212. bbox=[850, 1409, 1041, 1470]
lead-headline-line2: বিক্ষোভ অব্যাহত bbox=[154, 141, 464, 195]
tender-address: Mohakhali, Dhaka-1212. bbox=[830, 844, 972, 859]
tender-row-value: NICRH, Mohakhali, Dhaka-1212 bbox=[819, 1495, 1186, 1507]
lead-photo-caption-text: আওয়ামী লীগ নিষিদ্ধের দাবিতে সাভারে বিক্ষোভ bbox=[137, 522, 271, 530]
lead-col-3b bbox=[310, 536, 436, 792]
tender-row-20-num: 20. bbox=[619, 1387, 642, 1471]
tender-dg-code: DG-645/25 (12"x 4) bbox=[617, 1822, 695, 1832]
tender-tail-row-0 bbox=[619, 1471, 1186, 1483]
tender-group-table bbox=[642, 1387, 1185, 1470]
tender-row-14: 14. Tender Opening Date and Time 25-05-2025 12.05 PM bbox=[619, 1102, 1186, 1114]
tender-row-label: Procuring Entity Code bbox=[642, 971, 819, 983]
sharsha-body-1c: যশোরের শার্শা উপজেলায় শিক্ষাপ্রতিষ্ঠান অডিটের নামে লাখ লাখ টাকা ঘুষ লেনদেনের অভিযোগ উঠেছে। অভিযোগ রয়েছে, প্রতি প্রতিষ্ঠান থেকে নির্দিষ্ট অঙ্কের টাকা আদায় করা হচ্ছে। bbox=[164, 1004, 456, 1023]
tender-row-num: 24. bbox=[619, 1507, 642, 1530]
tender-row-13-date: 25-05-2025 bbox=[821, 1090, 871, 1101]
tender-row-14-time: 12.05 PM bbox=[925, 1102, 967, 1113]
salt-body-1b: শিল্প মন্ত্রণালয়ের সচিব মো. ওবায়দুর রহমান বলেছেন, লবণ শিল্প রক্ষায় পটিয়ায় বাফার গুদাম নির্মাণ করা হবে। এতে লবণ চাষিরা ন্যায্য দাম পাবেন। bbox=[1058, 260, 1192, 298]
tender-group-header-location: Location bbox=[767, 1388, 850, 1409]
salt-body-2: শনিবার পটিয়ার ইন্দ্রপুল লবণ শিল্প এলাকা পরিদর্শনকালে তিনি এসব কথা বলেন। তিনি বলেন, আধুনিক পদ্ধতিতে লবণ উৎপাদনে চাষিদের প্রশিক্ষণ দেয়া হবে। bbox=[1058, 221, 1192, 259]
tender-row-17-label: Eligibility of Tenderer bbox=[642, 1252, 819, 1352]
talatoli-body-2b: জেলেদের অভিযোগ, নিষেধাজ্ঞা চলাকালে তারা মানবেতর জীবনযাপন করছেন। এনজিওর কিস্তি ও দেনার দায়ে অনেকে এলাকা ছেড়ে অন্যত্র চলে যাচ্ছেন। দ্রুত সহায়তার চাল বিতরণের দাবি জানান তারা। bbox=[910, 166, 1048, 213]
tender-row-14-label: Tender Opening Date and Time bbox=[642, 1102, 819, 1114]
lead-subhead-bogura: ■ মৌলভীবাজার প্রতিনিধি bbox=[444, 356, 604, 366]
talatoli-headline[interactable]: তালতলীর জেলেরা পাননি খাদ্য সহায়তার চাল bbox=[768, 103, 1048, 156]
tender-row-17-value: Drug Manufacturers who meet the following criteria are eligible to bid the tender. The tenderer must submit with its offer the following documents up-date- a) Trade License (2024-25) or later, b) Import License, c) Income Tax Clearance certificate (2023-24/2024-25); only treasury challan submission to the IT authority Not accepted, e)Vat Registration Certificate, f) Bank statements/Credit line certificate for the period starting from 28 days before submission of tender upto submission date, g) Bangladesh Citizen Certificate/NID, h) Experience as per provided in the tender schedule, Documents should be attached properly. Others condition in the Tender Schedule. bbox=[819, 1252, 1186, 1352]
page-number-box bbox=[14, 12, 60, 64]
tender-row-label: Procurement Method bbox=[642, 1031, 819, 1043]
talatoli-body-1: সাগরে মাছ ধরার ওপর জারি করা নিষেধাজ্ঞার ২৬ দিন অতিবাহিত হলেও এখনো তালতলী উপজেলার নিবন্ধিত জেলেরা সরকারি খাদ্য সহায়তার চাল পাননি। উপজেলা মৎস্য অফিস সূত্রে জানা যায়, উপজেলায় প্রায় ৭ হাজার নিবন্ধিত জেলে রয়েছেন। bbox=[770, 181, 902, 247]
talatoli-col-2 bbox=[910, 166, 1048, 516]
tender-receiving-label: Receiving Tender Document bbox=[642, 1183, 819, 1206]
zia-headline[interactable]: সিলেটে শহীদ জিয়া বইমেলা শুরু ২০ মে bbox=[473, 1483, 595, 1521]
tender-row-num: 04. bbox=[619, 971, 642, 983]
tender-date: Date: 10-05-2025 bbox=[1103, 864, 1181, 876]
tender-row-value: GOB (Revenue) Budget bbox=[819, 1043, 1186, 1055]
madaripur-col-3 bbox=[910, 602, 1048, 780]
tender-notice bbox=[608, 785, 1194, 1843]
tender-row-6 bbox=[619, 1007, 1186, 1019]
barishal-photo bbox=[162, 1262, 452, 1402]
tender-row-13: 13. Tender Closing Date and Time Date: Time 25-05-2025 11.30 AM bbox=[619, 1079, 1186, 1102]
lead-col-2 bbox=[137, 210, 279, 292]
tender-row-label: Procuring Entity District bbox=[642, 983, 819, 995]
rangpur-headline[interactable]: রংপুরে বিএনপির কমিটি নিয়ে মুখোমুখি দু'পক্ষ bbox=[20, 1399, 146, 1457]
lead-headline-line1: আ'লীগ নিষিদ্ধের দাবিতে bbox=[77, 85, 541, 139]
tender-row-5 bbox=[619, 995, 1186, 1007]
lead-body-1c: গণহত্যাকারী ও ফ্যাসিবাদী সংগঠন আওয়ামী লীগকে নিষিদ্ধকরণ ও জুলাই গণহত্যার সকল খুনিদের বিচারের দাবিতে দেশের বিভিন্ন স্থানে বিক্ষোভ, মিছিল ও সমাবেশ কর্মসূচি পালন করেছে বিভিন্ন রাজনৈতিক দল ও সামাজিক সংগঠন। গণহত্যাকারী ও ফ্যাসিবাদী সংগঠন আওয়ামী লীগকে নিষিদ্ধকরণ ও জুলাই গণহত্যার সকল খুনিদের বিচারের দাবিতে এসব কর্মসূচি পালিত হয়। আমাদের প্রতিনিধিদের পাঠানো খবর— bbox=[444, 408, 604, 484]
tender-row-label: Date bbox=[642, 1019, 819, 1031]
roof-body-text-b: সিলেট নগরীতে ভবনের ছাদ থেকে পড়ে এক কিশোরের মৃত্যু হয়েছে। শনিবার দুপুরে নগরীর একটি আবাসিক এলাকায় এ দুর্ঘটনা ঘটে। স্থানীয়রা জানান, ছাদে খেলা করার সময় অসাবধানতাবশত সে নিচে পড়ে যায়। গুরুতর আহত অবস্থায় তাকে সিলেট এম এ জি ওসমানী মেডিক্যাল কলেজ হাসপাতালে নেয়া হলে কর্তব্যরত চিকিৎসক মৃত ঘোষণা করেন। পুলিশ ঘটনাস্থল পরিদর্শন করেছে। bbox=[468, 956, 602, 1041]
tender-sig-department: Surgical Oncology bbox=[1005, 1802, 1093, 1814]
